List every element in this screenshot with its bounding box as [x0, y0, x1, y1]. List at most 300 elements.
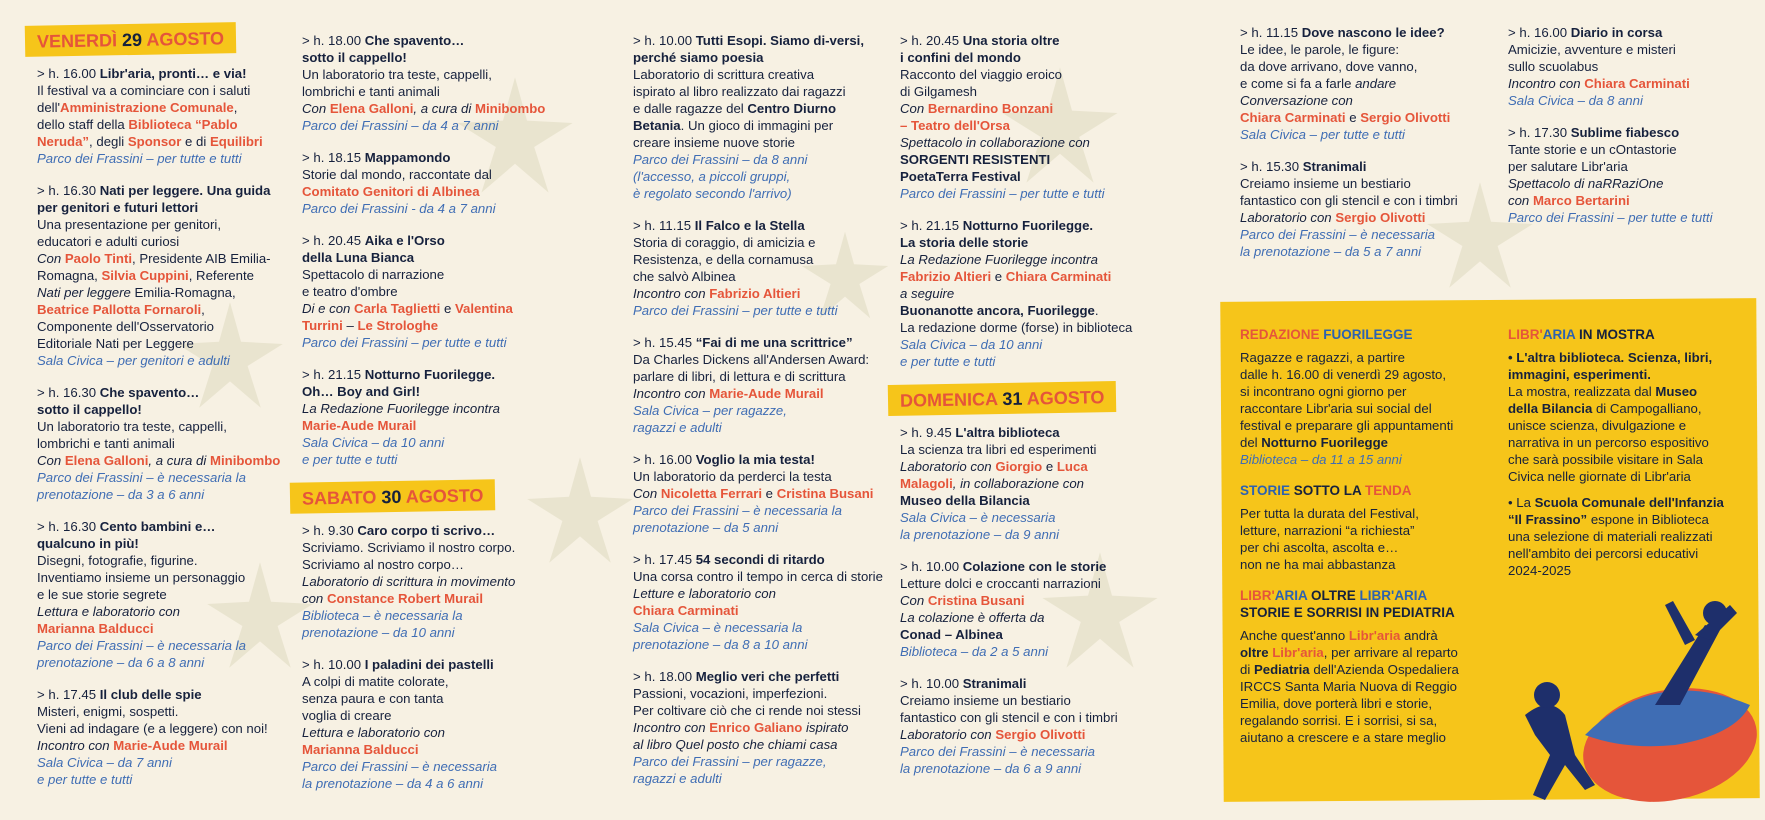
event-guest: Chiara Carminati	[1584, 76, 1690, 91]
event-time: > h. 20.45	[900, 33, 963, 48]
event-time: > h. 18.00	[302, 33, 365, 48]
event-venue: Parco dei Frassini – per ragazze,	[633, 754, 827, 769]
event-text: e teatro d'ombre	[302, 284, 398, 299]
section-heading	[1240, 587, 1505, 604]
section-highlight: Notturno Fuorilegge	[1261, 435, 1388, 450]
event-text: con	[1508, 193, 1533, 208]
section-text: festival e preparare gli appuntamenti	[1240, 418, 1454, 433]
event-text: andare	[1355, 76, 1397, 91]
section-text: Ragazze e ragazzi, a partire	[1240, 350, 1405, 365]
event-text: , in collaborazione con	[952, 476, 1084, 491]
sunday-column-a	[1240, 24, 1500, 275]
event-title: Mappamondo	[364, 150, 451, 165]
section-text: , per arrivare al reparto	[1323, 645, 1458, 660]
event-title: Che spavento…	[99, 385, 200, 400]
event-title: Il Falco e la Stella	[694, 218, 805, 233]
event-text: lombrichi e tanti animali	[37, 436, 175, 451]
event-guest: Constance Robert Murail	[326, 591, 484, 606]
section-text: IRCCS Santa Maria Nuova di Reggio	[1240, 679, 1457, 694]
event-venue: è regolato secondo l'arrivo)	[633, 186, 792, 201]
section-highlight: oltre	[1240, 645, 1273, 660]
event-text: . Un gioco di immagini per	[680, 118, 834, 133]
event-venue: Parco dei Frassini – per tutte e tutti	[302, 335, 507, 350]
event-item	[900, 32, 1170, 202]
event-title: perché siamo poesia	[633, 50, 764, 65]
event-text: Misteri, enigmi, sospetti.	[37, 704, 179, 719]
section-text: Emilia, dove porterà libri e storie,	[1240, 696, 1433, 711]
event-org: PoetaTerra Festival	[900, 169, 1021, 184]
event-venue: Parco dei Frassini – per tutte e tutti	[900, 186, 1105, 201]
section-text: Anche quest'anno	[1240, 628, 1349, 643]
event-time: > h. 18.00	[633, 669, 696, 684]
event-guest: Chiara Carminati	[1240, 110, 1346, 125]
event-venue: (l'accesso, a piccoli gruppi,	[633, 169, 791, 184]
event-text: Emilia-Romagna,	[130, 285, 236, 300]
event-time: > h. 9.30	[302, 523, 358, 538]
event-item	[37, 384, 297, 503]
event-time: > h. 10.00	[633, 33, 696, 48]
event-venue: Sala Civica – è necessaria	[900, 510, 1056, 525]
event-text: e	[991, 269, 1006, 284]
event-text: , Presidente AIB Emilia-	[132, 251, 271, 266]
event-guest: Bernardino Bonzani	[927, 101, 1054, 116]
event-time: > h. 11.15	[1240, 25, 1302, 40]
event-guest: Paolo Tinti	[64, 251, 133, 266]
event-org: Centro Diurno	[747, 101, 837, 116]
day-name: SABATO	[301, 487, 377, 509]
event-venue: Parco dei Frassini – è necessaria la	[633, 503, 842, 518]
event-time: > h. 15.45	[633, 335, 696, 350]
event-time: > h. 10.00	[900, 559, 963, 574]
event-text: Passioni, vocazioni, imperfezioni.	[633, 686, 828, 701]
section-highlight: immagini, esperimenti.	[1508, 367, 1651, 382]
event-item	[1508, 24, 1758, 109]
event-time: > h. 10.00	[900, 676, 963, 691]
heading-part: LIBR'ARIA	[1359, 588, 1428, 603]
event-text: Nati per leggere	[37, 285, 131, 300]
event-item	[37, 518, 297, 671]
section-text: dell'Azienda Ospedaliera	[1309, 662, 1459, 677]
mostra-section	[1508, 326, 1753, 579]
event-guest: Elena Galloni	[329, 101, 414, 116]
event-text: sullo scuolabus	[1508, 59, 1599, 74]
event-text: La Redazione Fuorilegge incontra	[900, 252, 1098, 267]
event-text: Laboratorio di scrittura in movimento	[302, 574, 516, 589]
event-time: > h. 16.00	[37, 66, 100, 81]
event-text: Un laboratorio tra teste, cappelli,	[37, 419, 227, 434]
event-text: e	[1042, 459, 1057, 474]
section-text: si incontrano ogni giorno per	[1240, 384, 1407, 399]
event-title: “Fai di me una scrittrice”	[695, 335, 853, 350]
event-venue: la prenotazione – da 6 a 9 anni	[900, 761, 1082, 776]
event-guest: Minibombo	[209, 453, 281, 468]
event-text: Storia di coraggio, di amicizia e	[633, 235, 816, 250]
event-text: Letture e laboratorio con	[633, 586, 776, 601]
event-guest: Sergio Olivotti	[995, 727, 1086, 742]
event-venue: e per tutte e tutti	[302, 452, 398, 467]
event-text: Incontro con	[633, 386, 710, 401]
event-venue: ragazzi e adulti	[633, 420, 722, 435]
event-title: qualcuno in più!	[37, 536, 139, 551]
event-text: , degli	[89, 134, 128, 149]
section-text: che sarà possibile visitare in Sala	[1508, 452, 1703, 467]
event-guest: Chiara Carminati	[1005, 269, 1112, 284]
event-venue: Sala Civica – per genitori e adulti	[37, 353, 230, 368]
event-item	[1240, 158, 1500, 260]
event-venue: la prenotazione – da 9 anni	[900, 527, 1060, 542]
event-text: Letture dolci e croccanti narrazioni	[900, 576, 1101, 591]
section-text: 2024-2025	[1508, 563, 1572, 578]
month-name: AGOSTO	[405, 485, 484, 507]
section-text: nell'ambito dei percorsi educativi	[1508, 546, 1699, 561]
event-guest: Amministrazione Comunale	[60, 100, 234, 115]
event-title: Aika e l'Orso	[364, 233, 445, 248]
event-text: Con	[900, 593, 928, 608]
event-text: La colazione è offerta da	[900, 610, 1045, 625]
event-item	[302, 656, 602, 792]
event-text: Creiamo insieme un bestiario	[900, 693, 1071, 708]
section-text: non ne ha mai abbastanza	[1240, 557, 1396, 572]
event-text: –	[342, 318, 358, 333]
event-guest: Malagoli	[900, 476, 953, 491]
event-time: > h. 17.45	[633, 552, 696, 567]
event-guest: Minibombo	[474, 101, 546, 116]
event-guest: Marie-Aude Murail	[302, 418, 417, 433]
event-text: Tante storie e un cOntastorie	[1508, 142, 1677, 157]
section-highlight: “Il Frassino”	[1508, 512, 1588, 527]
event-venue: prenotazione – da 10 anni	[302, 625, 455, 640]
event-time: > h. 20.45	[302, 233, 365, 248]
event-text: Incontro con	[633, 720, 710, 735]
section-heading	[1240, 482, 1505, 499]
event-guest: Silvia Cuppini	[101, 268, 189, 283]
event-title: Nati per leggere. Una guida	[99, 183, 271, 198]
event-guest: Giorgio	[995, 459, 1043, 474]
event-guest: Marie-Aude Murail	[709, 386, 824, 401]
event-text: e	[1345, 110, 1361, 125]
event-title: Notturno Fuorilegge.	[364, 367, 496, 382]
event-time: > h. 16.00	[1508, 25, 1571, 40]
event-text: Spettacolo di naRRaziOne	[1508, 176, 1664, 191]
event-item	[633, 334, 893, 436]
heading-part: ARIA	[1274, 588, 1308, 603]
event-time: > h. 21.15	[302, 367, 365, 382]
event-title: Stranimali	[1302, 159, 1367, 174]
event-text: Incontro con	[633, 286, 710, 301]
section-highlight: Pediatria	[1253, 662, 1310, 677]
event-text: Con	[900, 101, 928, 116]
event-venue: Sala Civica – per ragazze,	[633, 403, 787, 418]
event-venue: Parco dei Frassini – è necessaria	[302, 759, 497, 774]
event-guest: Cristina Busani	[927, 593, 1025, 608]
event-text: e	[440, 301, 455, 316]
day-header-sunday	[888, 381, 1117, 416]
heading-part: LIBR'	[1508, 327, 1543, 342]
event-org: Museo della Bilancia	[900, 493, 1030, 508]
event-time: > h. 10.00	[302, 657, 365, 672]
event-venue: ragazzi e adulti	[633, 771, 722, 786]
event-venue: Parco dei Frassini – per tutte e tutti	[37, 151, 242, 166]
event-text: Amicizie, avventure e misteri	[1508, 42, 1676, 57]
event-venue: Parco dei Frassini – per tutte e tutti	[633, 303, 838, 318]
event-text: Con	[37, 453, 65, 468]
section-highlight: Libr'aria	[1348, 628, 1401, 643]
event-text: Vieni ad indagare (e a leggere) con noi!	[37, 721, 268, 736]
event-text: , Referente	[188, 268, 254, 283]
section-text: andrà	[1400, 628, 1438, 643]
day-number: 29	[121, 29, 143, 51]
event-text: fantastico con gli stencil e con i timbri	[900, 710, 1118, 725]
event-text: a seguire	[900, 286, 955, 301]
event-text: Conversazione con	[1240, 93, 1353, 108]
section-venue: Biblioteca – da 11 a 15 anni	[1240, 452, 1402, 467]
event-text: Una presentazione per genitori,	[37, 217, 222, 232]
event-title: Stranimali	[962, 676, 1027, 691]
event-text: dell'	[37, 100, 61, 115]
section-text: di Campogalliano,	[1592, 401, 1702, 416]
event-text: Racconto del viaggio eroico	[900, 67, 1063, 82]
day-header-saturday	[290, 479, 496, 514]
event-text: Il festival va a cominciare con i saluti	[37, 83, 251, 98]
heading-part: FUORILEGGE	[1323, 327, 1413, 342]
event-title: Meglio veri che perfetti	[695, 669, 840, 684]
event-title: Che spavento…	[364, 33, 465, 48]
section-text: dalle h. 16.00 di venerdì 29 agosto,	[1240, 367, 1447, 382]
section-text: per chi ascolta, ascolta e…	[1240, 540, 1399, 555]
event-text: Laboratorio con	[1240, 210, 1336, 225]
event-title: Diario in corsa	[1570, 25, 1663, 40]
event-title: per genitori e futuri lettori	[37, 200, 199, 215]
event-time: > h. 21.15	[900, 218, 963, 233]
event-venue: Parco dei Frassini – per tutte e tutti	[1508, 210, 1713, 225]
event-item	[302, 232, 602, 351]
event-time: > h. 18.15	[302, 150, 365, 165]
event-venue: Parco dei Frassini – è necessaria la	[37, 638, 246, 653]
event-item	[633, 551, 893, 653]
storie-section	[1240, 482, 1505, 573]
event-text: Romagna,	[37, 268, 102, 283]
event-time: > h. 11.15	[633, 218, 695, 233]
event-venue: Sala Civica – da 7 anni	[37, 755, 172, 770]
event-text: che salvò Albinea	[633, 269, 736, 284]
event-text: Laboratorio con	[900, 727, 996, 742]
event-text: lombrichi e tanti animali	[302, 84, 440, 99]
event-title: Oh… Boy and Girl!	[302, 384, 420, 399]
event-item	[633, 217, 893, 319]
info-panel-left	[1240, 326, 1505, 760]
event-title: sotto il cappello!	[37, 402, 142, 417]
event-text: Componente dell'Osservatorio	[37, 319, 214, 334]
event-item	[37, 686, 297, 788]
event-venue: la prenotazione – da 4 a 6 anni	[302, 776, 484, 791]
event-item	[900, 217, 1170, 370]
event-text: Con	[302, 101, 330, 116]
event-guest: Luca	[1056, 459, 1088, 474]
event-text: Lettura e laboratorio con	[37, 604, 180, 619]
event-text: al libro	[633, 737, 676, 752]
event-text: Spettacolo in collaborazione con	[900, 135, 1090, 150]
event-book-title: Quel posto che chiami casa	[675, 737, 838, 752]
event-title: La storia delle storie	[900, 235, 1029, 250]
event-text: con	[302, 591, 327, 606]
event-text: e come si fa a farle	[1240, 76, 1356, 91]
section-highlight: della Bilancia	[1508, 401, 1593, 416]
event-time: > h. 16.30	[37, 519, 100, 534]
event-title: Notturno Fuorilegge.	[962, 218, 1094, 233]
section-heading	[1240, 326, 1505, 343]
event-title: Voglio la mia testa!	[695, 452, 815, 467]
event-text: , a cura di	[413, 101, 475, 116]
event-time: > h. 17.45	[37, 687, 100, 702]
event-time: > h. 16.30	[37, 385, 100, 400]
event-text: Lettura e laboratorio con	[302, 725, 445, 740]
event-venue: Biblioteca – da 2 a 5 anni	[900, 644, 1049, 659]
heading-part: ARIA	[1542, 327, 1576, 342]
event-title: sotto il cappello!	[302, 50, 407, 65]
event-venue: prenotazione – da 6 a 8 anni	[37, 655, 205, 670]
event-item	[302, 366, 602, 468]
event-venue: Parco dei Frassini - da 4 a 7 anni	[302, 201, 496, 216]
event-text: Editoriale Nati per Leggere	[37, 336, 194, 351]
event-text: Resistenza, e della cornamusa	[633, 252, 814, 267]
event-guest: Valentina	[454, 301, 513, 316]
event-venue: Parco dei Frassini – è necessaria	[1240, 227, 1435, 242]
friday-column	[37, 24, 297, 803]
children-umbrella-illustration	[1505, 585, 1760, 815]
event-guest: Marco Bertarini	[1532, 193, 1630, 208]
event-org: Betania	[633, 118, 681, 133]
event-text: Scriviamo. Scriviamo il nostro corpo.	[302, 540, 516, 555]
month-name: AGOSTO	[1026, 387, 1105, 409]
event-time: > h. 16.30	[37, 183, 100, 198]
section-text: aiutano a crescere e a stare meglio	[1240, 730, 1446, 745]
event-item	[633, 451, 893, 536]
event-text: Storie dal mondo, raccontate dal	[302, 167, 492, 182]
event-venue: e per tutte e tutti	[900, 354, 996, 369]
event-guest: Fabrizio Altieri	[709, 286, 801, 301]
event-time: > h. 16.00	[633, 452, 696, 467]
event-text: Con	[37, 251, 65, 266]
event-text: Spettacolo di narrazione	[302, 267, 445, 282]
event-item	[37, 65, 297, 167]
section-highlight: Scuola Comunale dell'Infanzia	[1534, 495, 1724, 510]
event-item	[302, 149, 602, 217]
redazione-section	[1240, 326, 1505, 468]
event-venue: Parco dei Frassini – da 8 anni	[633, 152, 808, 167]
event-text: Un laboratorio da perderci la testa	[633, 469, 832, 484]
event-venue: Sala Civica – da 8 anni	[1508, 93, 1643, 108]
saturday-sunday-column	[900, 32, 1170, 792]
event-guest: Equilibri	[209, 134, 263, 149]
event-venue: Sala Civica – per tutte e tutti	[1240, 127, 1405, 142]
event-title: i confini del mondo	[900, 50, 1021, 65]
event-text: Una corsa contro il tempo in cerca di storie	[633, 569, 883, 584]
section-text: espone in Biblioteca	[1587, 512, 1709, 527]
event-text: Di e con	[302, 301, 355, 316]
event-venue: la prenotazione – da 5 a 7 anni	[1240, 244, 1422, 259]
heading-part: OLTRE	[1310, 588, 1356, 603]
section-highlight: • L'altra biblioteca. Scienza, libri,	[1508, 350, 1713, 365]
event-title: Dove nascono le idee?	[1301, 25, 1445, 40]
friday-saturday-column	[302, 32, 602, 807]
section-heading	[1508, 326, 1753, 343]
event-guest: Neruda”	[37, 134, 90, 149]
section-text: letture, narrazioni “a richiesta”	[1240, 523, 1415, 538]
heading-part: REDAZIONE	[1240, 327, 1320, 342]
event-title: I paladini dei pastelli	[364, 657, 494, 672]
event-text: Disegni, fotografie, figurine.	[37, 553, 198, 568]
event-title: Buonanotte ancora, Fuorilegge	[900, 303, 1095, 318]
sunday-column-b	[1508, 24, 1758, 241]
event-text: voglia di creare	[302, 708, 392, 723]
event-item	[37, 182, 297, 369]
event-guest: Marianna Balducci	[37, 621, 154, 636]
event-text: .	[1094, 303, 1099, 318]
section-text: narrativa in un percorso espositivo	[1508, 435, 1709, 450]
event-time: > h. 17.30	[1508, 125, 1571, 140]
saturday-column	[633, 32, 893, 802]
event-guest: Chiara Carminati	[633, 603, 739, 618]
event-text: e di	[181, 134, 210, 149]
event-guest: Sergio Olivotti	[1360, 110, 1451, 125]
event-venue: Sala Civica – è necessaria la	[633, 620, 803, 635]
section-text: La mostra, realizzata dal	[1508, 384, 1656, 399]
event-text: da dove arrivano, dove vanno,	[1240, 59, 1418, 74]
event-venue: Parco dei Frassini – da 4 a 7 anni	[302, 118, 499, 133]
section-text: di	[1240, 662, 1254, 677]
event-text: fantastico con gli stencil e con i timbri	[1240, 193, 1458, 208]
event-text: La scienza tra libri ed esperimenti	[900, 442, 1097, 457]
section-text: • La	[1508, 495, 1535, 510]
event-title: Libr'aria, pronti… e via!	[99, 66, 247, 81]
event-text: Inventiamo insieme un personaggio	[37, 570, 246, 585]
event-text: Incontro con	[1508, 76, 1585, 91]
event-guest: Cristina Busani	[776, 486, 874, 501]
event-venue: Parco dei Frassini – è necessaria la	[37, 470, 246, 485]
event-title: Cento bambini e…	[99, 519, 216, 534]
event-text: Laboratorio di scrittura creativa	[633, 67, 815, 82]
event-venue: Parco dei Frassini – è necessaria	[900, 744, 1095, 759]
day-name: DOMENICA	[899, 389, 998, 411]
event-title: Sublime fiabesco	[1570, 125, 1680, 140]
event-venue: Sala Civica – da 10 anni	[900, 337, 1043, 352]
event-text: creare insieme nuove storie	[633, 135, 795, 150]
event-guest: Sponsor	[127, 134, 182, 149]
event-text: educatori e adulti curiosi	[37, 234, 180, 249]
month-name: AGOSTO	[146, 28, 225, 50]
event-venue: prenotazione – da 5 anni	[633, 520, 779, 535]
event-text: dello staff della	[37, 117, 129, 132]
event-text: senza paura e con tanta	[302, 691, 444, 706]
event-item	[900, 558, 1170, 660]
event-guest: Nicoletta Ferrari	[660, 486, 763, 501]
event-title: Una storia oltre	[962, 33, 1060, 48]
event-text: parlare di libri, di lettura e di scrittura	[633, 369, 846, 384]
event-text: A colpi di matite colorate,	[302, 674, 449, 689]
event-item	[1240, 24, 1500, 143]
day-header-friday	[25, 22, 237, 57]
event-venue: prenotazione – da 8 a 10 anni	[633, 637, 808, 652]
section-text: unisce scienza, divulgazione e	[1508, 418, 1687, 433]
event-guest: Le Strologhe	[357, 318, 439, 333]
event-text: La redazione dorme (forse) in biblioteca	[900, 320, 1133, 335]
info-panel-right	[1508, 326, 1753, 593]
event-guest: Elena Galloni	[64, 453, 149, 468]
event-item	[900, 424, 1170, 543]
event-org: SORGENTI RESISTENTI	[900, 152, 1051, 167]
event-text: ispirato al libro realizzato dai ragazzi	[633, 84, 846, 99]
event-guest: Marianna Balducci	[302, 742, 419, 757]
